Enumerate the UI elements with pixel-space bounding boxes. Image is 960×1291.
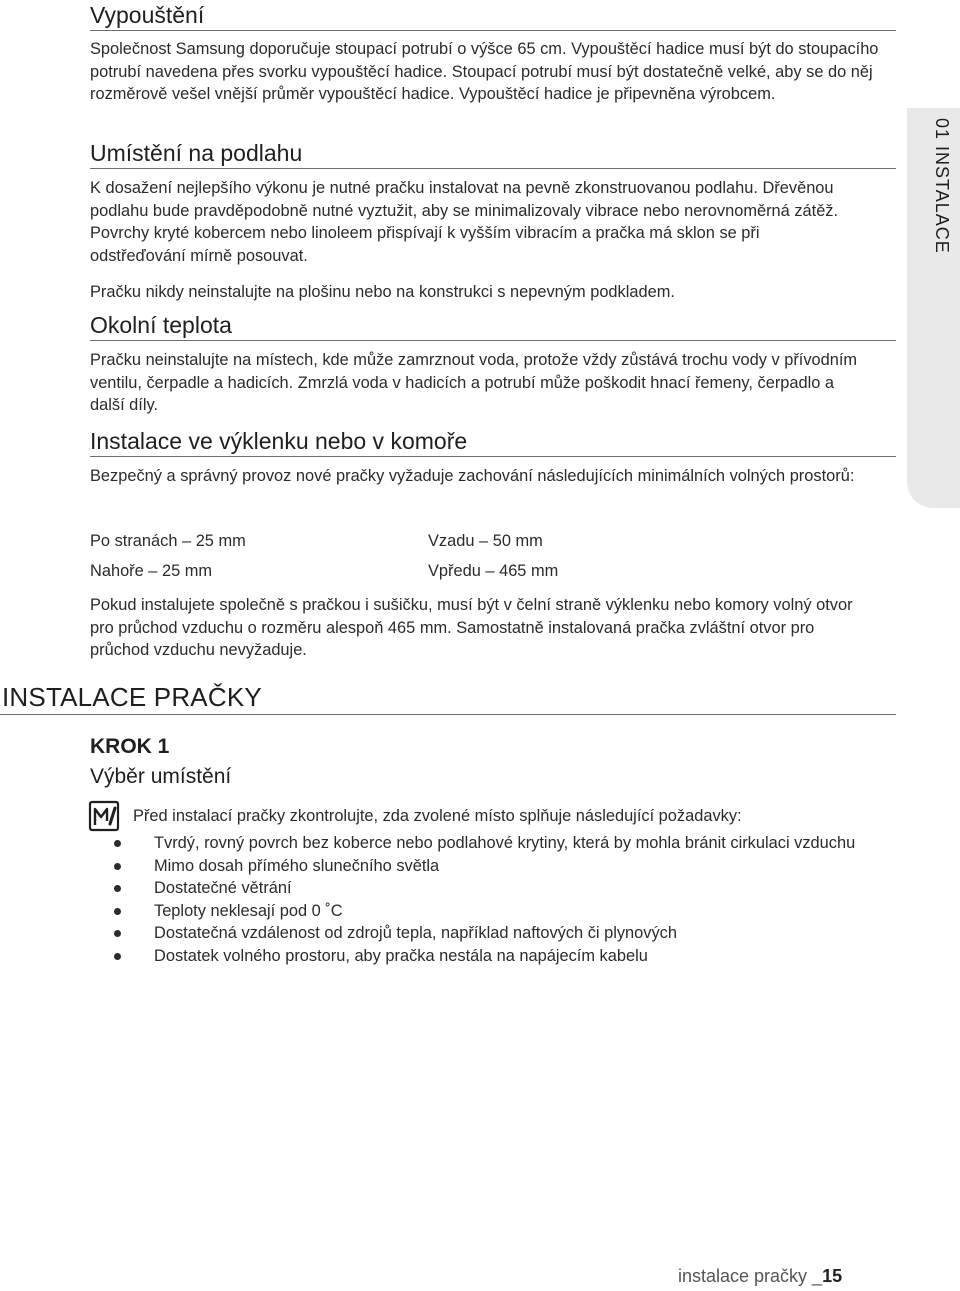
paragraph-podlaha-2: Pračku nikdy neinstalujte na plošinu nebo na konstrukci s nepevným podkladem.	[90, 283, 675, 301]
list-item: Dostatečná vzdálenost od zdrojů tepla, například naftových či plynových	[134, 922, 874, 945]
step-label: KROK 1	[90, 735, 170, 758]
clearance-top: Nahoře – 25 mm	[90, 562, 213, 580]
note-text: Před instalací pračky zkontrolujte, zda zvolené místo splňuje následující požadavky:	[133, 807, 742, 825]
paragraph-vyklenek-1: Bezpečný a správný provoz nové pračky vyžaduje zachování následujících minimálních volných prostorů:	[90, 467, 855, 485]
section-heading-vyklenek: Instalace ve výklenku nebo v komoře	[90, 428, 896, 457]
bullet-icon	[114, 953, 121, 960]
note-pencil-icon	[88, 800, 120, 832]
footer-label: instalace pračky _	[678, 1266, 823, 1286]
requirements-list	[134, 832, 874, 968]
page-footer	[678, 1266, 842, 1287]
section-heading-teplota: Okolní teplota	[90, 312, 896, 341]
chapter-tab-label: 01 INSTALACE	[932, 118, 952, 254]
bullet-icon	[114, 930, 121, 937]
section-heading-vypousteni: Vypouštění	[90, 2, 896, 31]
list-item: Mimo dosah přímého slunečního světla	[134, 855, 874, 878]
clearance-front: Vpředu – 465 mm	[428, 562, 559, 580]
paragraph-vypousteni: Společnost Samsung doporučuje stoupací potrubí o výšce 65 cm. Vypouštěcí hadice musí být do stoupacího potrubí navedena přes svorku vypouštěcí hadice. Stoupací potrubí musí být dostatečně velké, aby se do něj rozměrově vešel vnější průměr vypouštěcí hadice. Vypouštěcí hadice je připevněna výrobcem.	[90, 40, 879, 104]
list-item: Teploty neklesají pod 0 ˚C	[134, 900, 874, 923]
list-item: Tvrdý, rovný povrch bez koberce nebo podlahové krytiny, která by mohla bránit cirkulaci vzduchu	[134, 832, 874, 855]
clearance-sides: Po stranách – 25 mm	[90, 532, 246, 550]
list-item: Dostatečné větrání	[134, 877, 874, 900]
bullet-icon	[114, 885, 121, 892]
chapter-title-rule	[0, 714, 896, 715]
bullet-icon	[114, 908, 121, 915]
page-number: 15	[822, 1266, 843, 1286]
section-heading-podlaha: Umístění na podlahu	[90, 140, 896, 169]
bullet-icon	[114, 840, 121, 847]
paragraph-podlaha-1: K dosažení nejlepšího výkonu je nutné pračku instalovat na pevně zkonstruovanou podlahu. Dřevěnou podlahu bude pravděpodobně nutné vyztužit, aby se minimalizovaly vibrace nebo nerovnoměrná zátěž. Povrchy kryté kobercem nebo linoleem přispívají k vyšším vibracím a pračka má sklon se při odstřeďování mírně posouvat.	[90, 179, 839, 265]
list-item: Dostatek volného prostoru, aby pračka nestála na napájecím kabelu	[134, 945, 874, 968]
paragraph-teplota: Pračku neinstalujte na místech, kde může zamrznout voda, protože vždy zůstává trochu vody v přívodním ventilu, čerpadle a hadicích. Zmrzlá voda v hadicích a potrubí může poškodit hnací řemeny, čerpadlo a další díly.	[90, 351, 858, 415]
paragraph-vyklenek-2: Pokud instalujete společně s pračkou i sušičku, musí být v čelní straně výklenku nebo komory volný otvor pro průchod vzduchu o rozměru alespoň 465 mm. Samostatně instalovaná pračka zvláštní otvor pro průchod vzduchu nevyžaduje.	[90, 596, 853, 660]
bullet-icon	[114, 863, 121, 870]
chapter-title: INSTALACE PRAČKY	[2, 682, 262, 712]
step-subtitle: Výběr umístění	[90, 765, 232, 788]
clearance-back: Vzadu – 50 mm	[428, 532, 543, 550]
